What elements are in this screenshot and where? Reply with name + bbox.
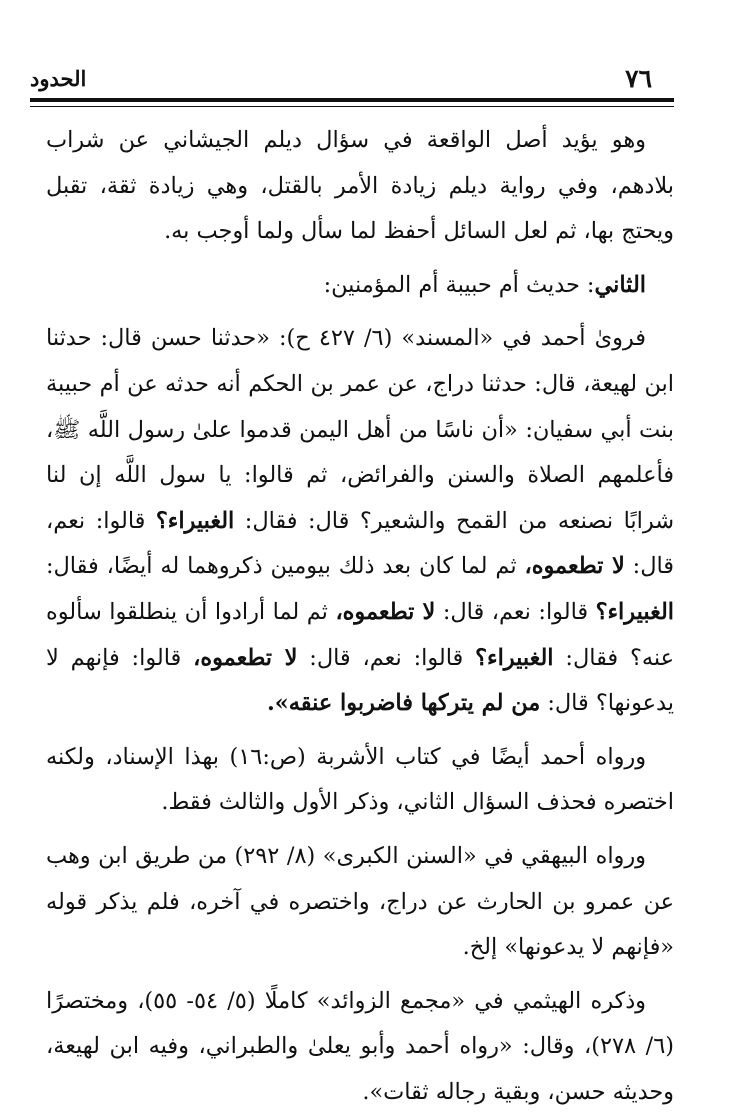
paragraph-daylam-narration: وهو يؤيد أصل الواقعة في سؤال ديلم الجيشاني عن شراب بلادهم، وفي رواية ديلم زيادة الأمر بالقتل، وهي زيادة ثقة، تقبل ويحتج بها، ثم لعل السائل أحفظ لما سأل ولما أوجب به. bbox=[46, 127, 674, 245]
paragraph-second-hadith-heading bbox=[46, 263, 674, 309]
bold-run: لا تطعموه، bbox=[193, 644, 298, 671]
bold-run: من لم يتركها فاضربوا عنقه». bbox=[267, 690, 541, 717]
bold-run: الغبيراء؟ bbox=[155, 507, 235, 534]
page-number: ٧٦ bbox=[625, 64, 652, 93]
bold-run: الغبيراء؟ bbox=[595, 598, 674, 625]
bold-run: الغبيراء؟ bbox=[475, 644, 554, 671]
text-run: قالوا: نعم، قال: bbox=[435, 598, 596, 625]
page-body bbox=[46, 118, 674, 1115]
bold-run: لا تطعموه، bbox=[524, 553, 625, 580]
chapter-title: الحدود bbox=[30, 66, 87, 91]
paragraph-ahmad-musnad bbox=[46, 316, 674, 726]
section-heading-text: : حديث أم حبيبة أم المؤمنين: bbox=[323, 271, 595, 298]
header-rule-thin bbox=[30, 106, 674, 107]
paragraph-bayhaqi: ورواه البيهقي في «السنن الكبرى» (٨/ ٢٩٢) من طريق ابن وهب عن عمرو بن الحارث عن دراج، واختصره في آخره، فلم يذكر قوله «فإنهم لا يدعونها» إلخ. bbox=[46, 842, 674, 961]
page-header bbox=[30, 58, 674, 98]
section-label: الثاني bbox=[594, 271, 646, 298]
paragraph-haythami: وذكره الهيثمي في «مجمع الزوائد» كاملًا (٥/ ٥٤- ٥٥)، ومختصرًا (٦/ ٢٧٨)، وقال: «رواه أحمد وأبو يعلىٰ والطبراني، وفيه ابن لهيعة، وحديثه حسن، وبقية رجاله ثقات». bbox=[46, 987, 674, 1105]
text-run: ثم لما كان بعد ذلك بيومين ذكروهما له أيضًا، فقال: bbox=[46, 553, 525, 580]
text-run: فروىٰ أحمد في «المسند» (٦/ ٤٢٧ ح): «حدثنا حسن قال: حدثنا ابن لهيعة، قال: حدثنا دراج، عن عمر بن الحكم أنه حدثه عن أم حبيبة بنت أبي سفيان: «أن ناسًا من أهل اليمن قدموا علىٰ رسول اللَّه ﷺ، فأعلمهم الصلاة والسنن والفرائض، ثم قالوا: يا سول اللَّه إن لنا شرابًا نصنعه من القمح والشعير؟ قال: فقال: bbox=[46, 325, 675, 534]
text-run: قالوا: نعم، قال: bbox=[46, 507, 674, 580]
text-run: قالوا: نعم، قال: bbox=[297, 644, 476, 671]
bold-run: لا تطعموه، bbox=[335, 598, 436, 625]
paragraph-ahmad-ashriba: ورواه أحمد أيضًا في كتاب الأشربة (ص:١٦) بهذا الإسناد، ولكنه اختصره فحذف السؤال الثاني، وذكر الأول والثالث فقط. bbox=[46, 743, 674, 816]
text-run: ثم لما أرادوا أن ينطلقوا سألوه عنه؟ فقال: bbox=[46, 598, 675, 671]
header-rule-thick bbox=[30, 98, 674, 102]
text-run: قالوا: فإنهم لا يدعونها؟ قال: bbox=[46, 644, 674, 717]
